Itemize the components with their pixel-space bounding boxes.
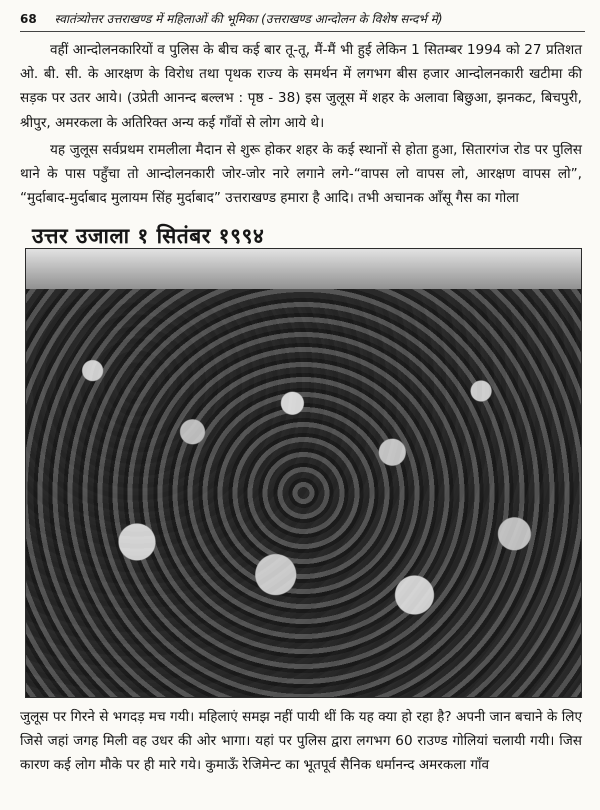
running-title: स्वातंत्र्योत्तर उत्तराखण्ड में महिलाओं की भूमिका (उत्तराखण्ड आन्दोलन के विशेष सन्दर्भ में)	[54, 12, 443, 26]
newspaper-crowd-photo	[25, 248, 582, 698]
paragraph-2-text: यह जुलूस सर्वप्रथम रामलीला मैदान से शुरू होकर शहर के कई स्थानों से होता हुआ, सितारगंज रोड पर पुलिस थाने के पास पहुँचा तो आन्दोलनकारी जोर-जोर नारे लगाने लगे-“वापस लो वापस लो, आरक्षण वापस लो”, “मुर्दाबाद-मुर्दाबाद मुलायम सिंह मुर्दाबाद” उत्तराखण्ड हमारा है आदि। तभी अचानक आँसू गैस का गोला	[20, 142, 582, 207]
paragraph-2	[20, 138, 582, 211]
paragraph-1-text: वहीं आन्दोलनकारियों व पुलिस के बीच कई बार तू-तू, मैं-मैं भी हुई लेकिन 1 सितम्बर 1994 को 27 प्रतिशत ओ. बी. सी. के आरक्षण के विरोध तथा पृथक राज्य के समर्थन में लगभग बीस हजार आन्दोलनकारी खटीमा की सड़क पर उतर आये। (उप्रेती आनन्द बल्लभ : पृष्ठ - 38) इस जुलूस में शहर के अलावा बिछुआ, झनकट, बिचपुरी, श्रीपुर, अमरकला के अतिरिक्त अन्य कई गाँवों से लोग आये थे।	[20, 42, 582, 131]
page-number: 68	[20, 12, 37, 26]
crowd-of-women	[26, 289, 581, 697]
photo-caption: उत्तर उजाला १ सितंबर १९९४	[32, 224, 265, 248]
paragraph-3: जुलूस पर गिरने से भगदड़ मच गयी। महिलाएं समझ नहीं पायी थीं कि यह क्या हो रहा है? अपनी जान बचाने के लिए जिसे जहां जगह मिली वह उधर की ओर भागा। यहां पर पुलिस द्वारा लगभग 60 राउण्ड गोलियां चलायी गयी। जिस कारण कई लोग मौके पर ही मारे गये। कुमाऊँ रेजिमेन्ट का भूतपूर्व सैनिक धर्मानन्द अमरकला गाँव	[20, 709, 582, 774]
paragraph-1	[20, 38, 582, 135]
running-header	[20, 10, 585, 32]
